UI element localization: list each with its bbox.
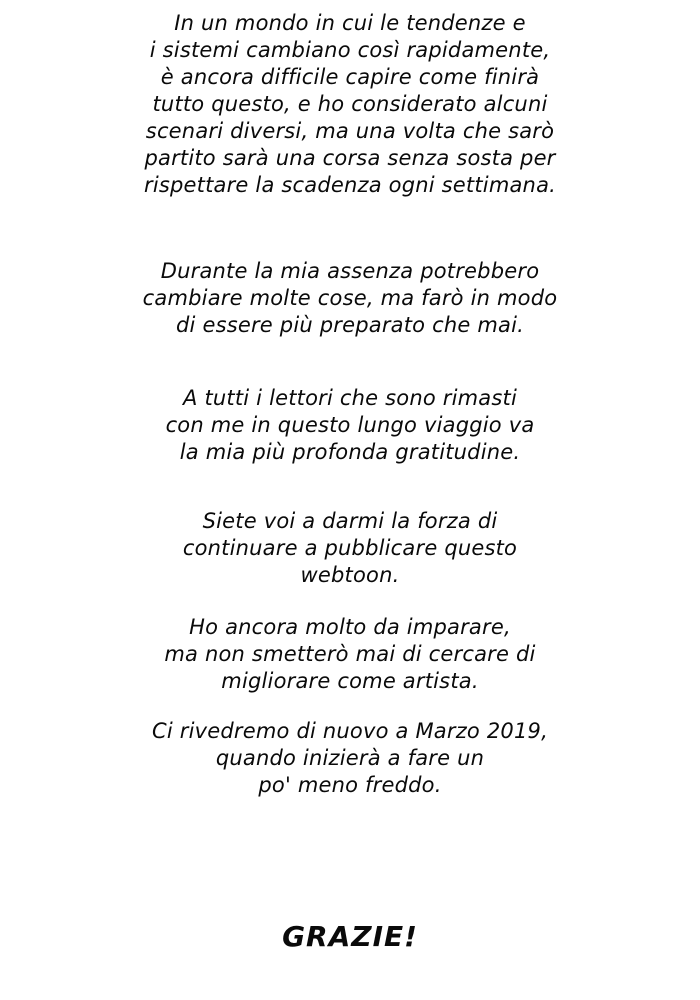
text-line: migliorare come artista. [221, 669, 479, 693]
paragraph-strength [0, 508, 700, 589]
text-line: tutto questo, e ho considerato alcuni [152, 92, 548, 116]
text-line: ma non smetterò mai di cercare di [164, 642, 536, 666]
paragraph-absence [0, 258, 700, 339]
text-line: webtoon. [300, 563, 400, 587]
text-line: cambiare molte cose, ma farò in modo [142, 286, 558, 310]
paragraph-learning [0, 614, 700, 695]
paragraph-readers [0, 385, 700, 466]
text-line: In un mondo in cui le tendenze e [174, 11, 526, 35]
paragraph-return [0, 718, 700, 799]
text-line: i sistemi cambiano così rapidamente, [149, 38, 551, 62]
text-line: con me in questo lungo viaggio va [165, 413, 535, 437]
closing-thanks: GRAZIE! [282, 920, 418, 953]
text-line: è ancora difficile capire come finirà [160, 65, 540, 89]
text-line: Siete voi a darmi la forza di [202, 509, 498, 533]
text-line: la mia più profonda gratitudine. [179, 440, 521, 464]
text-line: po' meno freddo. [258, 773, 442, 797]
text-line: quando inizierà a fare un [215, 746, 485, 770]
text-line: Ci rivedremo di nuovo a Marzo 2019, [152, 719, 548, 743]
text-line: partito sarà una corsa senza sosta per [144, 146, 556, 170]
text-line: di essere più preparato che mai. [176, 313, 524, 337]
text-line: continuare a pubblicare questo [182, 536, 518, 560]
text-line: scenari diversi, ma una volta che sarò [145, 119, 555, 143]
text-line: Durante la mia assenza potrebbero [160, 259, 540, 283]
text-line: A tutti i lettori che sono rimasti [183, 386, 517, 410]
paragraph-trends [0, 10, 700, 199]
text-line: rispettare la scadenza ogni settimana. [143, 173, 557, 197]
text-line: Ho ancora molto da imparare, [189, 615, 511, 639]
